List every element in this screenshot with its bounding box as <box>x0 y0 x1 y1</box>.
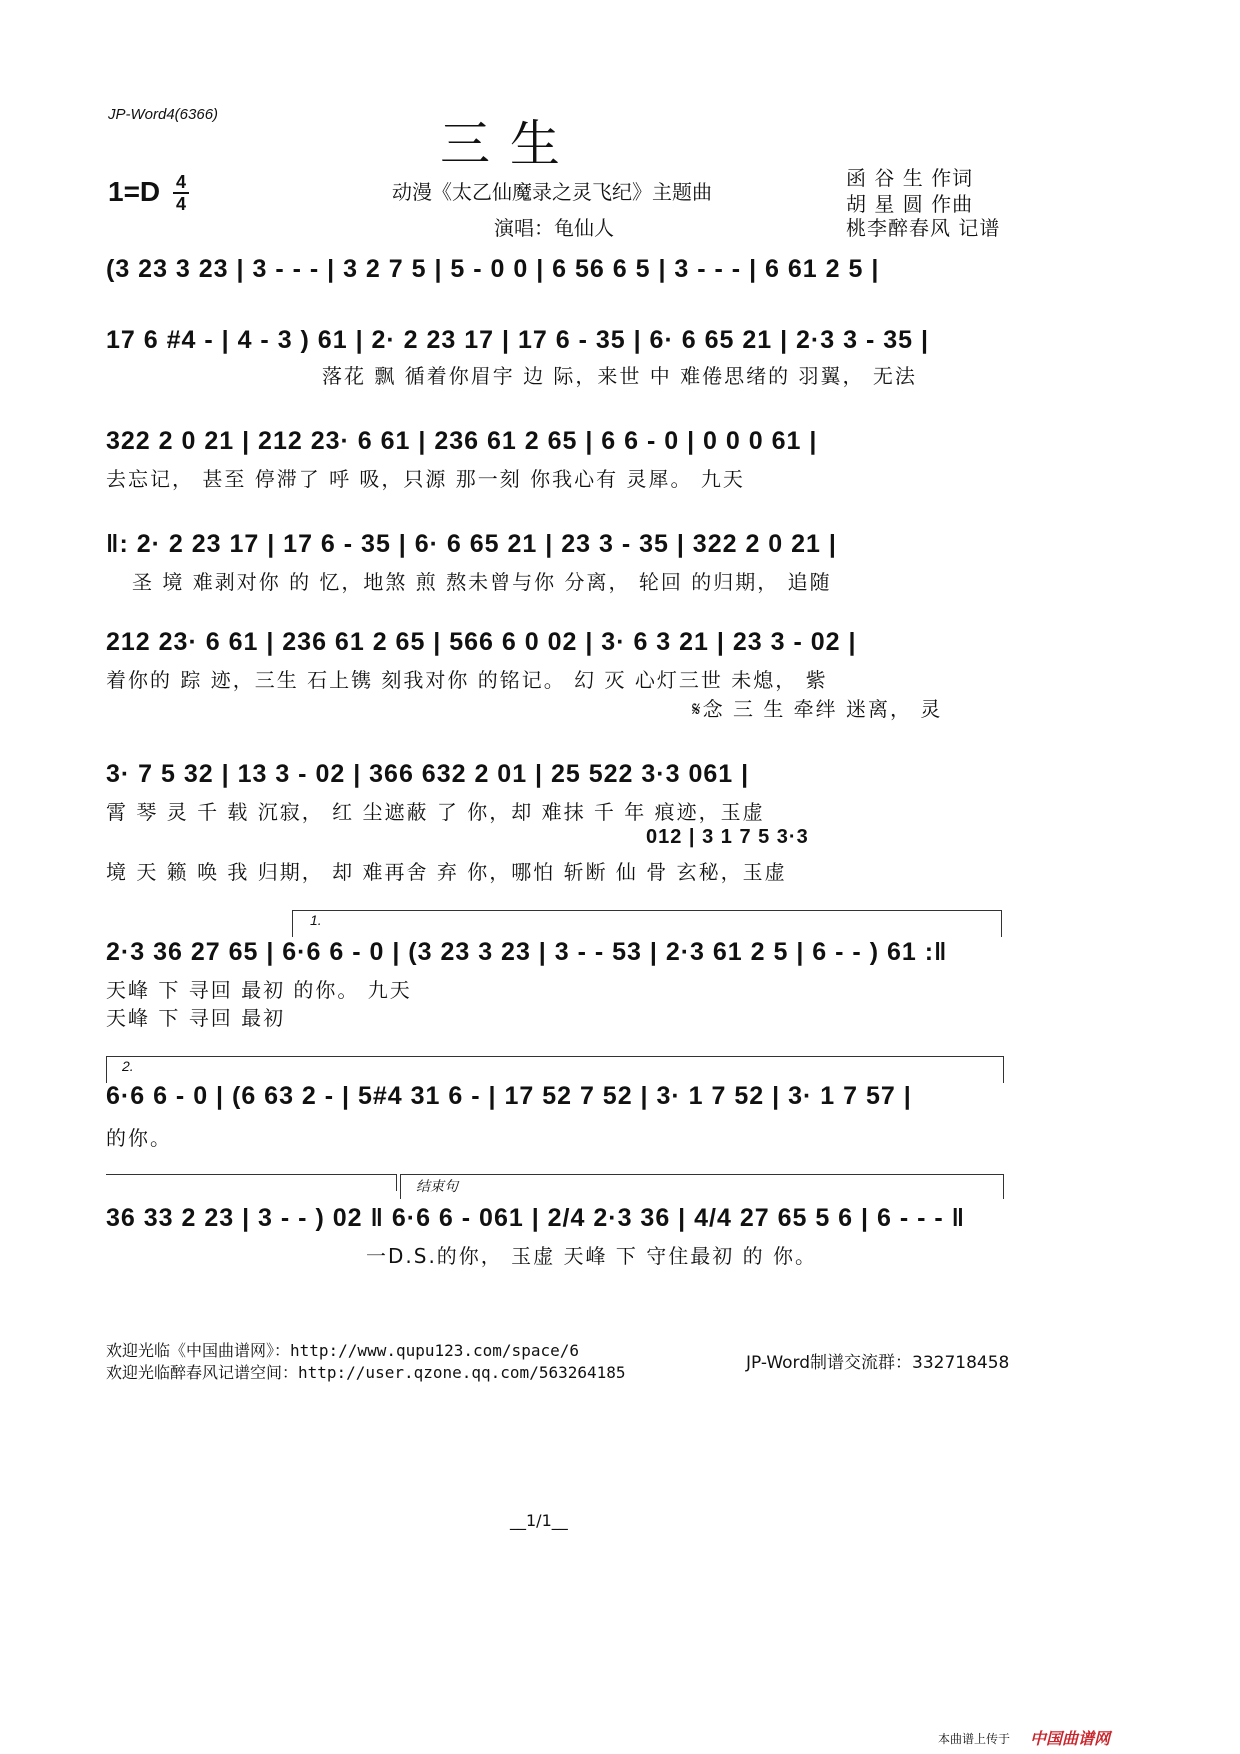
lyric-row-9: 一D.S.的你， 玉虚 天峰 下 守住最初 的 你。 <box>366 1244 817 1268</box>
lyric-row-7a: 天峰 下 寻回 最初 的你。 九天 <box>106 978 412 1002</box>
lyric-row-2: 落花 飘 循着你眉宇 边 际，来世 中 难倦思绪的 羽翼， 无法 <box>322 364 917 388</box>
lyric-row-5a: 着你的 踪 迹，三生 石上镌 刻我对你 的铭记。 幻 灭 心灯三世 未熄， 紫 <box>106 668 828 692</box>
site-logo-text: 中国曲谱网 <box>1030 1729 1111 1748</box>
source-tag: JP-Word4(6366) <box>108 106 219 123</box>
lyric-row-4: 圣 境 难剥对你 的 忆，地煞 煎 熬未曾与你 分离， 轮回 的归期， 追随 <box>132 570 832 594</box>
coda-label: 结束句 <box>416 1178 458 1194</box>
footer-group: JP-Word制谱交流群：332718458 <box>746 1353 1010 1373</box>
lyric-row-3: 去忘记， 甚至 停滞了 呼 吸，只源 那一刻 你我心有 灵犀。 九天 <box>106 467 745 491</box>
volta-bracket-1 <box>292 910 1002 937</box>
score-row-2: 17 6 #4 - | 4 - 3 ) 61 | 2· 2 23 17 | 17 6 - 35 | 6· 6 65 21 | 2·3 3 - 35 | <box>106 326 929 354</box>
subtitle: 动漫《太乙仙魔录之灵飞纪》主题曲 <box>392 180 712 204</box>
upload-note: 本曲谱上传于 <box>938 1732 1011 1746</box>
volta-label-2: 2. <box>122 1058 134 1074</box>
lyric-row-7b: 天峰 下 寻回 最初 <box>106 1006 286 1030</box>
site-logo-icon <box>1030 1726 1110 1749</box>
footer-link-2[interactable]: 欢迎光临醉春风记谱空间：http://user.qzone.qq.com/563264185 <box>106 1363 626 1382</box>
time-signature-top: 4 <box>175 172 186 192</box>
composer: 胡 星 圆 作曲 <box>846 192 974 216</box>
time-signature-bottom: 4 <box>175 194 186 214</box>
coda-bracket <box>400 1174 1004 1199</box>
top-line-left <box>106 1174 397 1191</box>
score-row-3: 322 2 0 21 | 212 23· 6 61 | 236 61 2 65 | 6 6 - 0 | 0 0 0 61 | <box>106 427 818 455</box>
score-row-4: ‖: 2· 2 23 17 | 17 6 - 35 | 6· 6 65 21 | 23 3 - 35 | 322 2 0 21 | <box>106 530 837 558</box>
score-row-8: 6·6 6 - 0 | (6 63 2 - | 5#4 31 6 - | 17 52 7 52 | 3· 1 7 52 | 3· 1 7 57 | <box>106 1082 912 1110</box>
score-row-6-alt: 012 | 3 1 7 5 3·3 <box>646 826 809 848</box>
lyric-row-6b: 境 天 籁 唤 我 归期， 却 难再舍 弃 你，哪怕 斩断 仙 骨 玄秘，玉虚 <box>106 860 787 884</box>
lyric-row-5b: 𝄋念 三 生 牵绊 迷离， 灵 <box>692 697 943 721</box>
transcriber: 桃李醉春风 记谱 <box>846 216 1001 240</box>
volta-label-1: 1. <box>310 912 322 928</box>
volta-bracket-2 <box>106 1056 1004 1083</box>
time-signature <box>172 172 190 214</box>
score-row-1: (3 23 3 23 | 3 - - - | 3 2 7 5 | 5 - 0 0 | 6 56 6 5 | 3 - - - | 6 61 2 5 | <box>106 255 880 283</box>
score-row-9: 36 33 2 23 | 3 - - ) 02 ‖ 6·6 6 - 061 | 2/4 2·3 36 | 4/4 27 65 5 6 | 6 - - - ‖ <box>106 1204 966 1232</box>
page-number: __1/1__ <box>510 1511 568 1530</box>
lyric-row-6a: 霄 琴 灵 千 载 沉寂， 红 尘遮蔽 了 你，却 难抹 千 年 痕迹，玉虚 <box>106 800 765 824</box>
singer: 演唱：龟仙人 <box>494 216 614 240</box>
lyric-row-8: 的你。 <box>106 1126 172 1150</box>
footer-link-1[interactable]: 欢迎光临《中国曲谱网》：http://www.qupu123.com/space/6 <box>106 1341 579 1360</box>
score-row-5: 212 23· 6 61 | 236 61 2 65 | 566 6 0 02 | 3· 6 3 21 | 23 3 - 02 | <box>106 628 857 656</box>
score-row-6: 3· 7 5 32 | 13 3 - 02 | 366 632 2 01 | 25 522 3·3 061 | <box>106 760 750 788</box>
lyricist: 函 谷 生 作词 <box>846 166 974 190</box>
page-title: 三 生 <box>440 115 562 173</box>
key-signature: 1=D <box>108 176 161 207</box>
score-row-7: 2·3 36 27 65 | 6·6 6 - 0 | (3 23 3 23 | 3 - - 53 | 2·3 61 2 5 | 6 - - ) 61 :‖ <box>106 938 948 966</box>
